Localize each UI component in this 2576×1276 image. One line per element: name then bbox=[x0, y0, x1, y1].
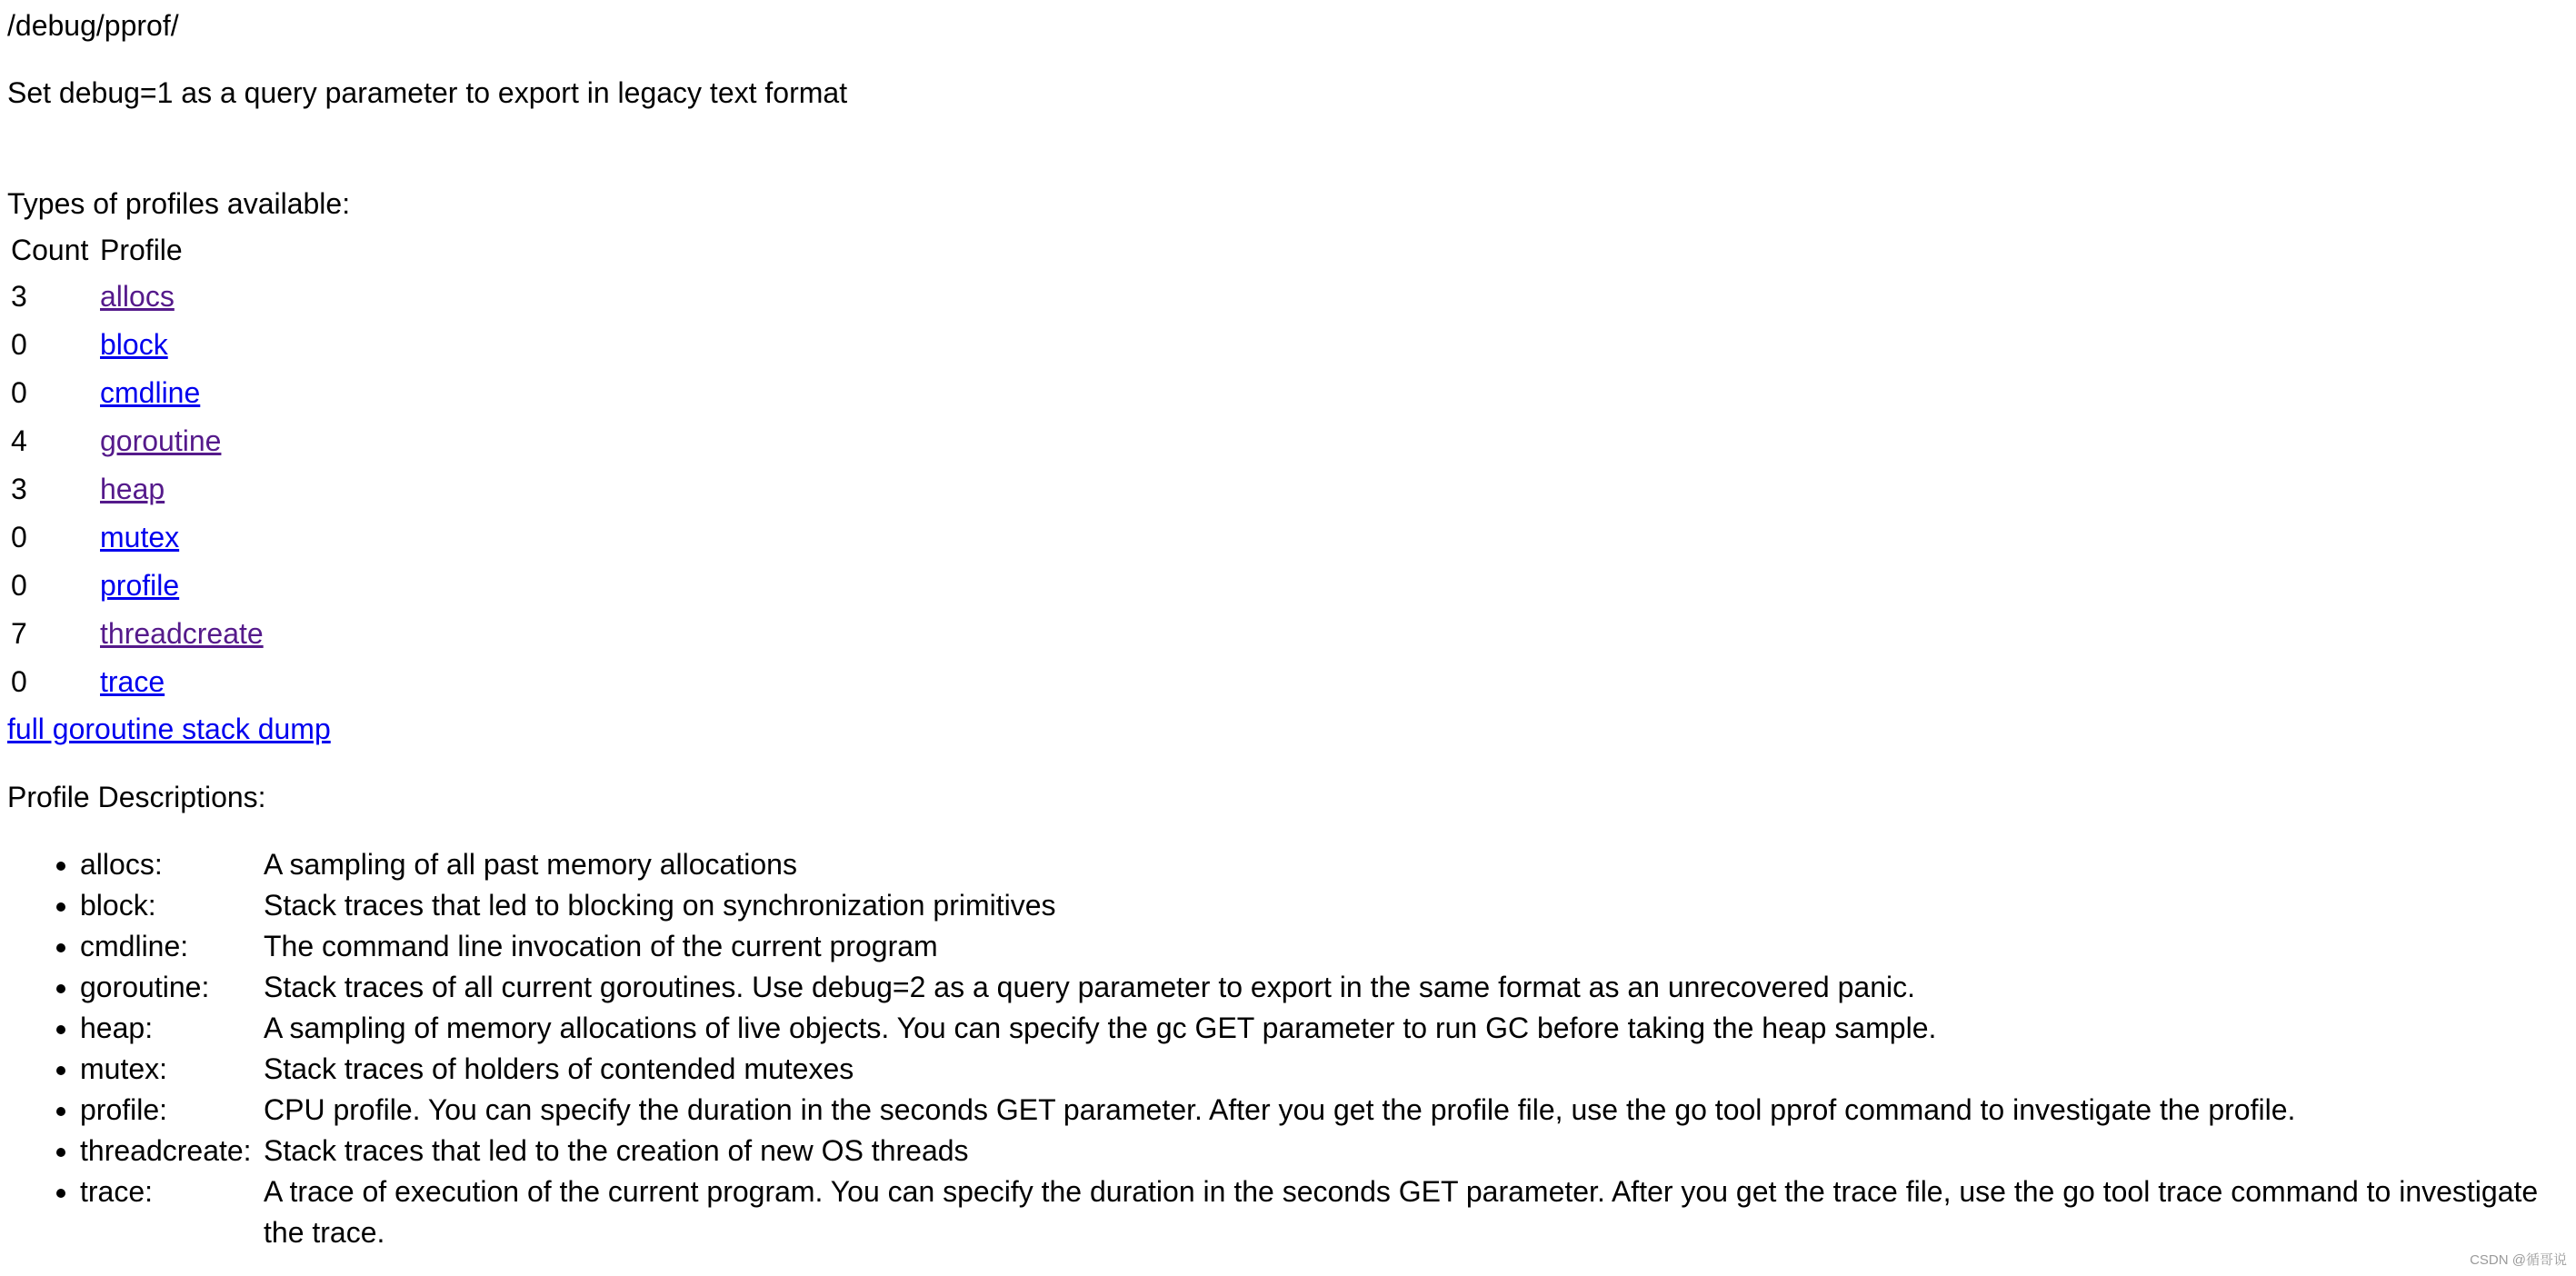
description-text: A trace of execution of the current program. You can specify the duration in the seconds GET parameter. After you get the trace file, use the go tool trace command to investigate the trace. bbox=[264, 1175, 2539, 1249]
profile-link-heap[interactable]: heap bbox=[100, 473, 165, 505]
profile-count: 3 bbox=[11, 473, 27, 505]
description-profile-name: • heap: bbox=[80, 1012, 154, 1044]
profile-count: 7 bbox=[11, 617, 27, 650]
list-item bbox=[80, 1049, 2569, 1090]
profile-count: 0 bbox=[11, 328, 27, 361]
description-text: Stack traces of all current goroutines. Use debug=2 as a query parameter to export in the same format as an unrecovered panic. bbox=[264, 971, 1915, 1003]
description-profile-name: • threadcreate: bbox=[80, 1134, 252, 1167]
profile-cell bbox=[98, 417, 265, 465]
description-profile-name: • trace: bbox=[80, 1175, 154, 1208]
description-profile-name: • allocs: bbox=[80, 848, 163, 881]
table-row bbox=[9, 417, 265, 465]
profile-link-profile[interactable]: profile bbox=[100, 569, 180, 602]
profile-link-goroutine[interactable]: goroutine bbox=[100, 424, 222, 457]
description-text: A sampling of memory allocations of live objects. You can specify the gc GET parameter to run GC before taking the heap sample. bbox=[264, 1012, 1937, 1044]
description-text: A sampling of all past memory allocations bbox=[264, 848, 797, 881]
profile-count: 0 bbox=[11, 376, 27, 409]
list-item bbox=[80, 1008, 2569, 1049]
profile-count: 0 bbox=[11, 665, 27, 698]
profile-count: 0 bbox=[11, 521, 27, 553]
types-heading: Types of profiles available: bbox=[7, 187, 351, 220]
profile-link-trace[interactable]: trace bbox=[100, 665, 165, 698]
description-text: Stack traces that led to the creation of new OS threads bbox=[264, 1134, 969, 1167]
description-text: Stack traces of holders of contended mutexes bbox=[264, 1052, 854, 1085]
profile-cell bbox=[98, 273, 265, 321]
description-text: Stack traces that led to blocking on synchronization primitives bbox=[264, 889, 1056, 922]
list-item bbox=[80, 1090, 2569, 1131]
legacy-format-note: Set debug=1 as a query parameter to export in legacy text format bbox=[7, 76, 848, 109]
description-profile-name: • block: bbox=[80, 889, 156, 922]
table-row bbox=[9, 465, 265, 513]
profile-cell bbox=[98, 610, 265, 658]
page-title: /debug/pprof/ bbox=[7, 9, 179, 42]
list-item bbox=[80, 967, 2569, 1008]
table-row bbox=[9, 610, 265, 658]
table-row bbox=[9, 658, 265, 706]
description-text: CPU profile. You can specify the duration in the seconds GET parameter. After you get the profile file, use the go tool pprof command to investigate the profile. bbox=[264, 1093, 2296, 1126]
descriptions-list bbox=[7, 844, 2569, 1253]
table-row bbox=[9, 273, 265, 321]
table-row bbox=[9, 562, 265, 610]
list-item bbox=[80, 885, 2569, 926]
list-item bbox=[80, 844, 2569, 885]
profile-cell bbox=[98, 562, 265, 610]
table-header-row bbox=[9, 227, 265, 273]
profile-header: Profile bbox=[100, 234, 183, 266]
table-row bbox=[9, 369, 265, 417]
profile-cell bbox=[98, 465, 265, 513]
profile-cell bbox=[98, 321, 265, 369]
watermark: CSDN @循哥说 bbox=[2470, 1252, 2567, 1268]
list-item bbox=[80, 1131, 2569, 1171]
descriptions-heading: Profile Descriptions: bbox=[7, 781, 266, 813]
table-row bbox=[9, 321, 265, 369]
profiles-table bbox=[5, 227, 269, 706]
description-text: The command line invocation of the current program bbox=[264, 930, 938, 962]
list-item bbox=[80, 1171, 2569, 1253]
profile-count: 0 bbox=[11, 569, 27, 602]
description-profile-name: • profile: bbox=[80, 1093, 168, 1126]
profile-cell bbox=[98, 658, 265, 706]
description-profile-name: • goroutine: bbox=[80, 971, 210, 1003]
profile-rows bbox=[9, 273, 265, 706]
profile-link-threadcreate[interactable]: threadcreate bbox=[100, 617, 264, 650]
count-header: Count bbox=[11, 234, 89, 266]
profile-link-allocs[interactable]: allocs bbox=[100, 280, 175, 313]
profile-link-cmdline[interactable]: cmdline bbox=[100, 376, 201, 409]
description-profile-name: • mutex: bbox=[80, 1052, 168, 1085]
list-item bbox=[80, 926, 2569, 967]
profile-count: 4 bbox=[11, 424, 27, 457]
description-profile-name: • cmdline: bbox=[80, 930, 189, 962]
profile-cell bbox=[98, 513, 265, 562]
profile-link-block[interactable]: block bbox=[100, 328, 168, 361]
profile-cell bbox=[98, 369, 265, 417]
profile-count: 3 bbox=[11, 280, 27, 313]
table-row bbox=[9, 513, 265, 562]
full-goroutine-stack-dump-link[interactable]: full goroutine stack dump bbox=[7, 713, 331, 745]
profile-link-mutex[interactable]: mutex bbox=[100, 521, 180, 553]
